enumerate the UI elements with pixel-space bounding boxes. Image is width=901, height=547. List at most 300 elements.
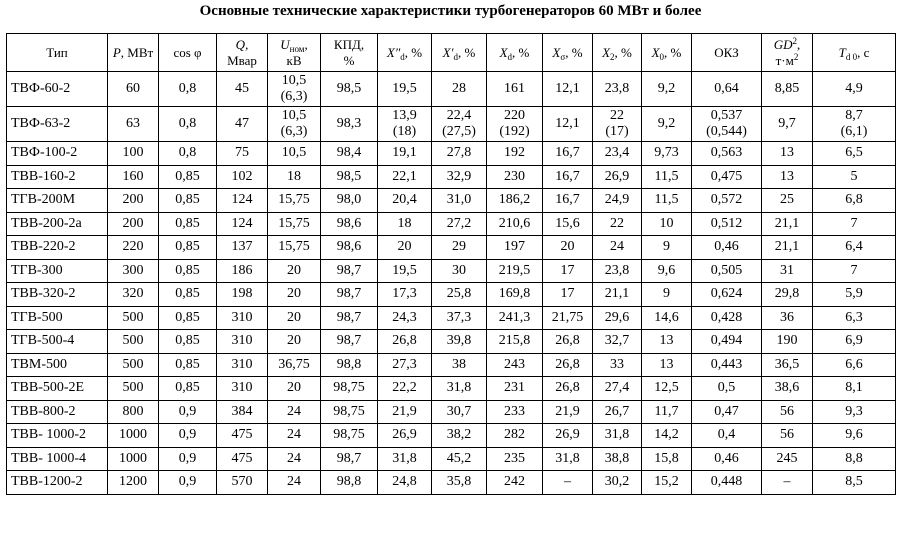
table-row bbox=[7, 330, 896, 354]
cell-u: 15,75 bbox=[268, 212, 321, 236]
cell-xd1: 39,8 bbox=[432, 330, 487, 354]
cell-kpd: 98,7 bbox=[321, 259, 378, 283]
cell-power: 160 bbox=[108, 165, 159, 189]
cell-okz: 0,46 bbox=[692, 447, 762, 471]
cell-xd1: 37,3 bbox=[432, 306, 487, 330]
cell-gd: 29,8 bbox=[762, 283, 813, 307]
cell-x2: 32,7 bbox=[593, 330, 642, 354]
cell-u: 18 bbox=[268, 165, 321, 189]
col-header-gd: $GD^2$, $т\cdot м^2$ bbox=[762, 34, 813, 72]
cell-xd1: 45,2 bbox=[432, 447, 487, 471]
cell-okz: 0,624 bbox=[692, 283, 762, 307]
cell-xs: 26,8 bbox=[543, 377, 593, 401]
cell-value: 22,4 bbox=[446, 108, 472, 123]
cell-type: ТВВ-160-2 bbox=[7, 165, 108, 189]
cell-cos: 0,85 bbox=[159, 165, 217, 189]
table-title: Основные технические характеристики турбогенераторов 60 МВт и более bbox=[199, 3, 702, 19]
cell-xd1 bbox=[432, 107, 487, 142]
cell-cos: 0,85 bbox=[159, 377, 217, 401]
cell-okz bbox=[692, 107, 762, 142]
cell-value: 13,9 bbox=[392, 108, 417, 123]
cell-okz: 0,4 bbox=[692, 424, 762, 448]
cell-type: ТВВ- 1000-2 bbox=[7, 424, 108, 448]
cell-xs: 26,9 bbox=[543, 424, 593, 448]
cell-kpd: 98,75 bbox=[321, 400, 378, 424]
table-row bbox=[7, 306, 896, 330]
cell-xdd bbox=[378, 107, 432, 142]
cell-xd: 219,5 bbox=[487, 259, 543, 283]
cell-xs: 12,1 bbox=[543, 72, 593, 107]
cell-xs: 21,75 bbox=[543, 306, 593, 330]
cell-okz: 0,46 bbox=[692, 236, 762, 260]
cell-x2: 23,8 bbox=[593, 72, 642, 107]
cell-u: 15,75 bbox=[268, 236, 321, 260]
col-header-kpd: КПД, % bbox=[321, 34, 378, 72]
cell-value: 10,5 bbox=[281, 108, 307, 123]
cell-xd: 192 bbox=[487, 142, 543, 166]
cell-xd1: 38,2 bbox=[432, 424, 487, 448]
cell-x2: 31,8 bbox=[593, 424, 642, 448]
cell-xdd: 17,3 bbox=[378, 283, 432, 307]
cell-power: 100 bbox=[108, 142, 159, 166]
cell-type: ТВФ-100-2 bbox=[7, 142, 108, 166]
cell-power: 300 bbox=[108, 259, 159, 283]
cell-td: 6,9 bbox=[813, 330, 896, 354]
cell-xd1: 28 bbox=[432, 72, 487, 107]
cell-alt-value: (17) bbox=[605, 124, 629, 139]
cell-xdd: 21,9 bbox=[378, 400, 432, 424]
cell-u: 36,75 bbox=[268, 353, 321, 377]
cell-x2: 23,4 bbox=[593, 142, 642, 166]
cell-xd: 161 bbox=[487, 72, 543, 107]
cell-okz: 0,475 bbox=[692, 165, 762, 189]
cell-cos: 0,9 bbox=[159, 424, 217, 448]
cell-xd: 215,8 bbox=[487, 330, 543, 354]
cell-type: ТВВ-200-2а bbox=[7, 212, 108, 236]
cell-kpd: 98,7 bbox=[321, 447, 378, 471]
cell-gd: 36 bbox=[762, 306, 813, 330]
cell-cos: 0,85 bbox=[159, 212, 217, 236]
cell-x2: 24,9 bbox=[593, 189, 642, 213]
cell-power: 200 bbox=[108, 189, 159, 213]
cell-xs: 17 bbox=[543, 259, 593, 283]
cell-type: ТВВ-1200-2 bbox=[7, 471, 108, 495]
cell-u: 24 bbox=[268, 447, 321, 471]
cell-gd: 190 bbox=[762, 330, 813, 354]
cell-x2: 27,4 bbox=[593, 377, 642, 401]
cell-xs: 31,8 bbox=[543, 447, 593, 471]
cell-td: 7 bbox=[813, 259, 896, 283]
col-header-x0: $X_0$, % bbox=[642, 34, 692, 72]
cell-xd1: 31,0 bbox=[432, 189, 487, 213]
cell-cos: 0,8 bbox=[159, 142, 217, 166]
cell-q: 45 bbox=[217, 72, 268, 107]
col-header-xs: $X_\sigma$, % bbox=[543, 34, 593, 72]
cell-xd1: 27,2 bbox=[432, 212, 487, 236]
cell-type: ТГВ-500 bbox=[7, 306, 108, 330]
cell-u: 24 bbox=[268, 424, 321, 448]
cell-gd: 9,7 bbox=[762, 107, 813, 142]
cell-xd1: 25,8 bbox=[432, 283, 487, 307]
cell-xdd: 19,1 bbox=[378, 142, 432, 166]
cell-q: 198 bbox=[217, 283, 268, 307]
cell-xs: 17 bbox=[543, 283, 593, 307]
cell-q: 475 bbox=[217, 424, 268, 448]
cell-x0: 11,5 bbox=[642, 189, 692, 213]
cell-type: ТВФ-60-2 bbox=[7, 72, 108, 107]
cell-type: ТВВ-500-2Е bbox=[7, 377, 108, 401]
col-header-q: Q, Мвар bbox=[217, 34, 268, 72]
cell-q: 124 bbox=[217, 189, 268, 213]
cell-xd1: 27,8 bbox=[432, 142, 487, 166]
cell-alt-value: (18) bbox=[392, 124, 417, 139]
cell-gd: 25 bbox=[762, 189, 813, 213]
cell-gd: 21,1 bbox=[762, 236, 813, 260]
cell-q: 384 bbox=[217, 400, 268, 424]
cell-x0: 11,5 bbox=[642, 165, 692, 189]
cell-cos: 0,85 bbox=[159, 236, 217, 260]
cell-q: 137 bbox=[217, 236, 268, 260]
cell-xd: 282 bbox=[487, 424, 543, 448]
cell-xs: – bbox=[543, 471, 593, 495]
cell-okz: 0,64 bbox=[692, 72, 762, 107]
cell-xs: 21,9 bbox=[543, 400, 593, 424]
cell-kpd: 98,7 bbox=[321, 306, 378, 330]
cell-xdd: 22,2 bbox=[378, 377, 432, 401]
cell-xdd: 18 bbox=[378, 212, 432, 236]
cell-xd1: 29 bbox=[432, 236, 487, 260]
cell-x0: 9 bbox=[642, 283, 692, 307]
cell-x2: 22 bbox=[593, 212, 642, 236]
cell-td: 6,8 bbox=[813, 189, 896, 213]
cell-q: 47 bbox=[217, 107, 268, 142]
cell-q: 475 bbox=[217, 447, 268, 471]
table-row bbox=[7, 424, 896, 448]
cell-u: 20 bbox=[268, 283, 321, 307]
cell-power: 500 bbox=[108, 330, 159, 354]
cell-cos: 0,9 bbox=[159, 400, 217, 424]
cell-xdd: 31,8 bbox=[378, 447, 432, 471]
cell-power: 200 bbox=[108, 212, 159, 236]
header-row bbox=[7, 34, 896, 72]
col-header-type: Тип bbox=[7, 34, 108, 72]
cell-type: ТВФ-63-2 bbox=[7, 107, 108, 142]
cell-kpd: 98,8 bbox=[321, 471, 378, 495]
cell-x0: 11,7 bbox=[642, 400, 692, 424]
table-row bbox=[7, 212, 896, 236]
cell-xd: 233 bbox=[487, 400, 543, 424]
cell-xd: 197 bbox=[487, 236, 543, 260]
cell-xd: 186,2 bbox=[487, 189, 543, 213]
cell-okz: 0,563 bbox=[692, 142, 762, 166]
cell-x2: 21,1 bbox=[593, 283, 642, 307]
cell-x0: 9,6 bbox=[642, 259, 692, 283]
cell-gd: 36,5 bbox=[762, 353, 813, 377]
cell-q: 310 bbox=[217, 353, 268, 377]
col-header-xdd: $X''_d$, % bbox=[378, 34, 432, 72]
cell-xs: 16,7 bbox=[543, 189, 593, 213]
table-row bbox=[7, 353, 896, 377]
table-row bbox=[7, 471, 896, 495]
cell-q: 75 bbox=[217, 142, 268, 166]
cell-value: 22 bbox=[610, 108, 624, 123]
cell-td: 9,3 bbox=[813, 400, 896, 424]
cell-x2: 24 bbox=[593, 236, 642, 260]
cell-type: ТГВ-500-4 bbox=[7, 330, 108, 354]
cell-type: ТВВ- 1000-4 bbox=[7, 447, 108, 471]
cell-xd: 235 bbox=[487, 447, 543, 471]
cell-okz: 0,448 bbox=[692, 471, 762, 495]
col-header-okz: ОКЗ bbox=[692, 34, 762, 72]
cell-kpd: 98,5 bbox=[321, 165, 378, 189]
cell-x2 bbox=[593, 107, 642, 142]
cell-gd: 8,85 bbox=[762, 72, 813, 107]
cell-okz: 0,47 bbox=[692, 400, 762, 424]
cell-power: 320 bbox=[108, 283, 159, 307]
table-row bbox=[7, 236, 896, 260]
cell-xdd: 26,9 bbox=[378, 424, 432, 448]
table-row bbox=[7, 72, 896, 107]
cell-power: 220 bbox=[108, 236, 159, 260]
cell-x2: 30,2 bbox=[593, 471, 642, 495]
cell-xs: 12,1 bbox=[543, 107, 593, 142]
cell-q: 124 bbox=[217, 212, 268, 236]
cell-td: 4,9 bbox=[813, 72, 896, 107]
cell-td: 9,6 bbox=[813, 424, 896, 448]
cell-q: 186 bbox=[217, 259, 268, 283]
cell-x2: 33 bbox=[593, 353, 642, 377]
cell-power: 1200 bbox=[108, 471, 159, 495]
cell-xd: 231 bbox=[487, 377, 543, 401]
cell-type: ТВВ-220-2 bbox=[7, 236, 108, 260]
cell-u: 15,75 bbox=[268, 189, 321, 213]
cell-value: 0,537 bbox=[710, 108, 743, 123]
cell-td: 7 bbox=[813, 212, 896, 236]
cell-xdd: 26,8 bbox=[378, 330, 432, 354]
cell-xd: 243 bbox=[487, 353, 543, 377]
cell-gd: 31 bbox=[762, 259, 813, 283]
cell-u bbox=[268, 107, 321, 142]
cell-value: 10,5 bbox=[281, 73, 307, 88]
table-row bbox=[7, 377, 896, 401]
cell-td: 8,8 bbox=[813, 447, 896, 471]
cell-td: 5,9 bbox=[813, 283, 896, 307]
cell-u: 24 bbox=[268, 471, 321, 495]
cell-x2: 26,9 bbox=[593, 165, 642, 189]
cell-power: 500 bbox=[108, 353, 159, 377]
cell-xd1: 38 bbox=[432, 353, 487, 377]
cell-gd: 21,1 bbox=[762, 212, 813, 236]
cell-kpd: 98,7 bbox=[321, 330, 378, 354]
table-row bbox=[7, 189, 896, 213]
cell-cos: 0,85 bbox=[159, 259, 217, 283]
cell-kpd: 98,4 bbox=[321, 142, 378, 166]
cell-u: 20 bbox=[268, 306, 321, 330]
col-header-power: P, МВт bbox=[108, 34, 159, 72]
cell-td: 8,5 bbox=[813, 471, 896, 495]
cell-okz: 0,5 bbox=[692, 377, 762, 401]
cell-xs: 26,8 bbox=[543, 330, 593, 354]
cell-q: 310 bbox=[217, 377, 268, 401]
cell-x0: 13 bbox=[642, 330, 692, 354]
table-row bbox=[7, 165, 896, 189]
cell-q: 102 bbox=[217, 165, 268, 189]
cell-x2: 38,8 bbox=[593, 447, 642, 471]
table-row bbox=[7, 447, 896, 471]
cell-okz: 0,428 bbox=[692, 306, 762, 330]
cell-value: 8,7 bbox=[845, 108, 863, 123]
cell-x2: 29,6 bbox=[593, 306, 642, 330]
cell-xdd: 27,3 bbox=[378, 353, 432, 377]
cell-xs: 16,7 bbox=[543, 165, 593, 189]
cell-gd: 13 bbox=[762, 165, 813, 189]
cell-xd1: 32,9 bbox=[432, 165, 487, 189]
cell-xd: 241,3 bbox=[487, 306, 543, 330]
cell-kpd: 98,0 bbox=[321, 189, 378, 213]
cell-q: 310 bbox=[217, 306, 268, 330]
cell-u: 20 bbox=[268, 259, 321, 283]
table-row bbox=[7, 400, 896, 424]
cell-okz: 0,505 bbox=[692, 259, 762, 283]
cell-kpd: 98,6 bbox=[321, 212, 378, 236]
cell-power: 800 bbox=[108, 400, 159, 424]
cell-q: 570 bbox=[217, 471, 268, 495]
cell-okz: 0,512 bbox=[692, 212, 762, 236]
cell-q: 310 bbox=[217, 330, 268, 354]
cell-xdd: 22,1 bbox=[378, 165, 432, 189]
cell-xdd: 19,5 bbox=[378, 72, 432, 107]
cell-power: 500 bbox=[108, 306, 159, 330]
cell-x0: 9,2 bbox=[642, 107, 692, 142]
cell-x0: 14,6 bbox=[642, 306, 692, 330]
cell-x0: 9 bbox=[642, 236, 692, 260]
cell-okz: 0,443 bbox=[692, 353, 762, 377]
cell-alt-value: (0,544) bbox=[706, 124, 747, 139]
cell-u bbox=[268, 72, 321, 107]
table-row bbox=[7, 259, 896, 283]
cell-xdd: 24,3 bbox=[378, 306, 432, 330]
cell-u: 24 bbox=[268, 400, 321, 424]
cell-xs: 15,6 bbox=[543, 212, 593, 236]
cell-alt-value: (6,3) bbox=[280, 89, 308, 104]
cell-okz: 0,494 bbox=[692, 330, 762, 354]
col-header-u: $U_{ном}$, кВ bbox=[268, 34, 321, 72]
cell-xd bbox=[487, 107, 543, 142]
cell-kpd: 98,6 bbox=[321, 236, 378, 260]
cell-xd1: 35,8 bbox=[432, 471, 487, 495]
cell-xd: 210,6 bbox=[487, 212, 543, 236]
cell-u: 10,5 bbox=[268, 142, 321, 166]
cell-gd: – bbox=[762, 471, 813, 495]
cell-kpd: 98,3 bbox=[321, 107, 378, 142]
cell-xs: 16,7 bbox=[543, 142, 593, 166]
cell-cos: 0,8 bbox=[159, 72, 217, 107]
cell-power: 63 bbox=[108, 107, 159, 142]
cell-kpd: 98,8 bbox=[321, 353, 378, 377]
cell-kpd: 98,75 bbox=[321, 377, 378, 401]
cell-kpd: 98,75 bbox=[321, 424, 378, 448]
cell-x2: 26,7 bbox=[593, 400, 642, 424]
cell-u: 20 bbox=[268, 330, 321, 354]
cell-xs: 26,8 bbox=[543, 353, 593, 377]
cell-kpd: 98,7 bbox=[321, 283, 378, 307]
cell-gd: 38,6 bbox=[762, 377, 813, 401]
cell-td: 8,1 bbox=[813, 377, 896, 401]
cell-td: 6,4 bbox=[813, 236, 896, 260]
cell-x0: 14,2 bbox=[642, 424, 692, 448]
cell-power: 1000 bbox=[108, 424, 159, 448]
cell-xdd: 20 bbox=[378, 236, 432, 260]
cell-td: 6,6 bbox=[813, 353, 896, 377]
cell-kpd: 98,5 bbox=[321, 72, 378, 107]
cell-xdd: 24,8 bbox=[378, 471, 432, 495]
cell-gd: 245 bbox=[762, 447, 813, 471]
cell-alt-value: (27,5) bbox=[442, 124, 476, 139]
cell-xd: 242 bbox=[487, 471, 543, 495]
cell-xd1: 31,8 bbox=[432, 377, 487, 401]
cell-cos: 0,85 bbox=[159, 283, 217, 307]
cell-gd: 56 bbox=[762, 424, 813, 448]
cell-cos: 0,9 bbox=[159, 471, 217, 495]
cell-u: 20 bbox=[268, 377, 321, 401]
cell-power: 1000 bbox=[108, 447, 159, 471]
cell-xd: 230 bbox=[487, 165, 543, 189]
cell-td: 6,5 bbox=[813, 142, 896, 166]
cell-power: 60 bbox=[108, 72, 159, 107]
cell-type: ТВВ-320-2 bbox=[7, 283, 108, 307]
cell-cos: 0,85 bbox=[159, 306, 217, 330]
cell-xd1: 30,7 bbox=[432, 400, 487, 424]
cell-td: 6,3 bbox=[813, 306, 896, 330]
col-header-x2: $X_2$, % bbox=[593, 34, 642, 72]
cell-x0: 13 bbox=[642, 353, 692, 377]
cell-cos: 0,9 bbox=[159, 447, 217, 471]
turbogenerator-specs-table bbox=[6, 33, 896, 495]
col-header-xd: $X_d$, % bbox=[487, 34, 543, 72]
cell-power: 500 bbox=[108, 377, 159, 401]
cell-value: 220 bbox=[504, 108, 525, 123]
cell-xd: 169,8 bbox=[487, 283, 543, 307]
cell-x0: 15,2 bbox=[642, 471, 692, 495]
table-row bbox=[7, 283, 896, 307]
cell-x0: 10 bbox=[642, 212, 692, 236]
cell-gd: 56 bbox=[762, 400, 813, 424]
cell-td bbox=[813, 107, 896, 142]
cell-x2: 23,8 bbox=[593, 259, 642, 283]
cell-cos: 0,85 bbox=[159, 353, 217, 377]
cell-cos: 0,85 bbox=[159, 189, 217, 213]
cell-alt-value: (6,1) bbox=[840, 124, 868, 139]
cell-x0: 9,73 bbox=[642, 142, 692, 166]
cell-xs: 20 bbox=[543, 236, 593, 260]
cell-x0: 15,8 bbox=[642, 447, 692, 471]
cell-xdd: 20,4 bbox=[378, 189, 432, 213]
cell-xdd: 19,5 bbox=[378, 259, 432, 283]
cell-type: ТГВ-300 bbox=[7, 259, 108, 283]
cell-alt-value: (192) bbox=[499, 124, 530, 139]
table-body bbox=[7, 72, 896, 495]
cell-alt-value: (6,3) bbox=[280, 124, 308, 139]
cell-type: ТВВ-800-2 bbox=[7, 400, 108, 424]
cell-type: ТГВ-200М bbox=[7, 189, 108, 213]
cell-gd: 13 bbox=[762, 142, 813, 166]
cell-td: 5 bbox=[813, 165, 896, 189]
col-header-xd1: $X'_d$, % bbox=[432, 34, 487, 72]
cell-cos: 0,85 bbox=[159, 330, 217, 354]
cell-xd1: 30 bbox=[432, 259, 487, 283]
col-header-cos: cos φ bbox=[159, 34, 217, 72]
cell-x0: 12,5 bbox=[642, 377, 692, 401]
